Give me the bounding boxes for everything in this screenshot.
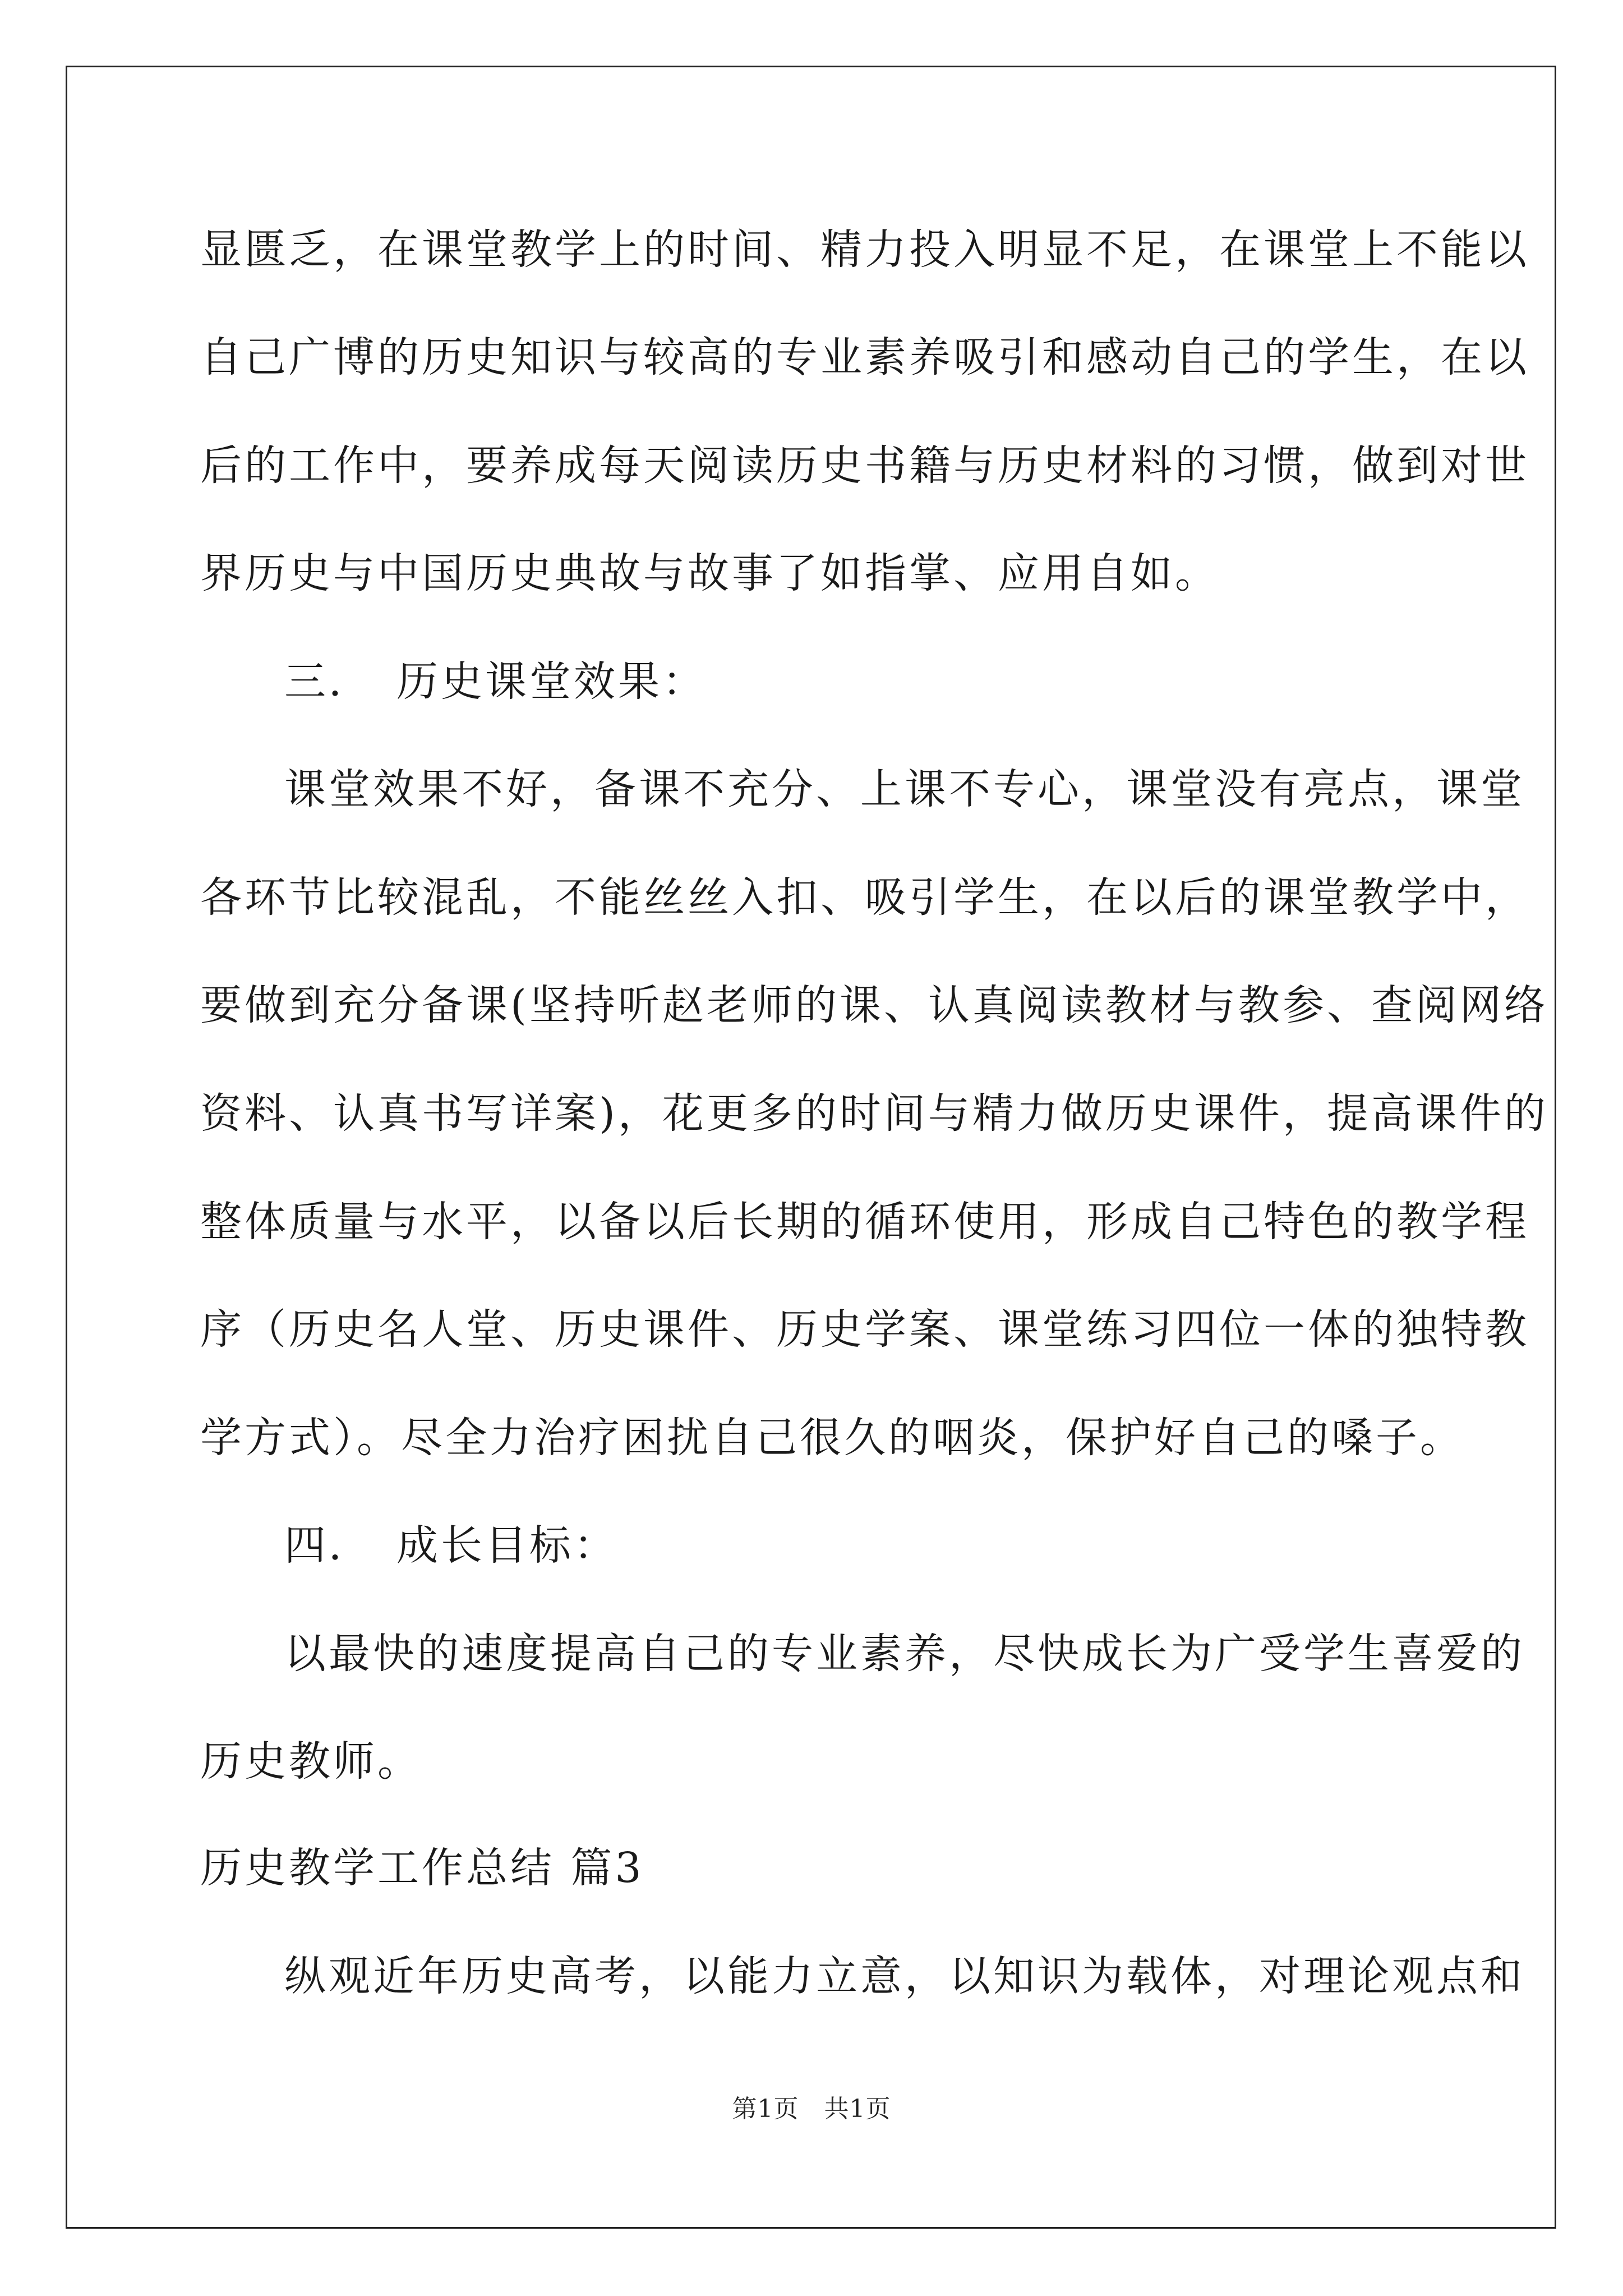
paragraph-line: 资料、认真书写详案)，花更多的时间与精力做历史课件，提高课件的 [200, 1089, 1548, 1138]
article-heading: 历史教学工作总结 篇3 [200, 1844, 644, 1892]
paragraph-line: 显匮乏，在课堂教学上的时间、精力投入明显不足，在课堂上不能以 [200, 226, 1529, 274]
paragraph-line: 后的工作中，要养成每天阅读历史书籍与历史材料的习惯，做到对世 [200, 441, 1529, 490]
paragraph-line: 以最快的速度提高自己的专业素养，尽快成长为广受学生喜爱的 [284, 1630, 1525, 1678]
paragraph-line: 界历史与中国历史典故与故事了如指掌、应用自如。 [200, 549, 1219, 597]
paragraph-line: 历史教师。 [200, 1737, 422, 1786]
paragraph-line: 纵观近年历史高考，以能力立意，以知识为载体，对理论观点和 [284, 1952, 1525, 2000]
page-footer: 第1页 共1页 [732, 2095, 891, 2123]
paragraph-line: 自己广博的历史知识与较高的专业素养吸引和感动自己的学生，在以 [200, 333, 1529, 381]
section-heading: 三． 历史课堂效果： [284, 657, 707, 706]
paragraph-line: 各环节比较混乱，不能丝丝入扣、吸引学生，在以后的课堂教学中， [200, 873, 1529, 922]
paragraph-line: 整体质量与水平，以备以后长期的循环使用，形成自己特色的教学程 [200, 1198, 1529, 1246]
paragraph-line: 学方式）。尽全力治疗困扰自己很久的咽炎，保护好自己的嗓子。 [200, 1414, 1464, 1462]
paragraph-line: 序（历史名人堂、历史课件、历史学案、课堂练习四位一体的独特教 [200, 1305, 1529, 1354]
paragraph-line: 要做到充分备课(坚持听赵老师的课、认真阅读教材与教参、查阅网络 [200, 981, 1548, 1029]
section-heading: 四． 成长目标： [284, 1521, 618, 1570]
page-border [66, 66, 1556, 2229]
paragraph-line: 课堂效果不好，备课不充分、上课不专心，课堂没有亮点，课堂 [284, 765, 1525, 813]
